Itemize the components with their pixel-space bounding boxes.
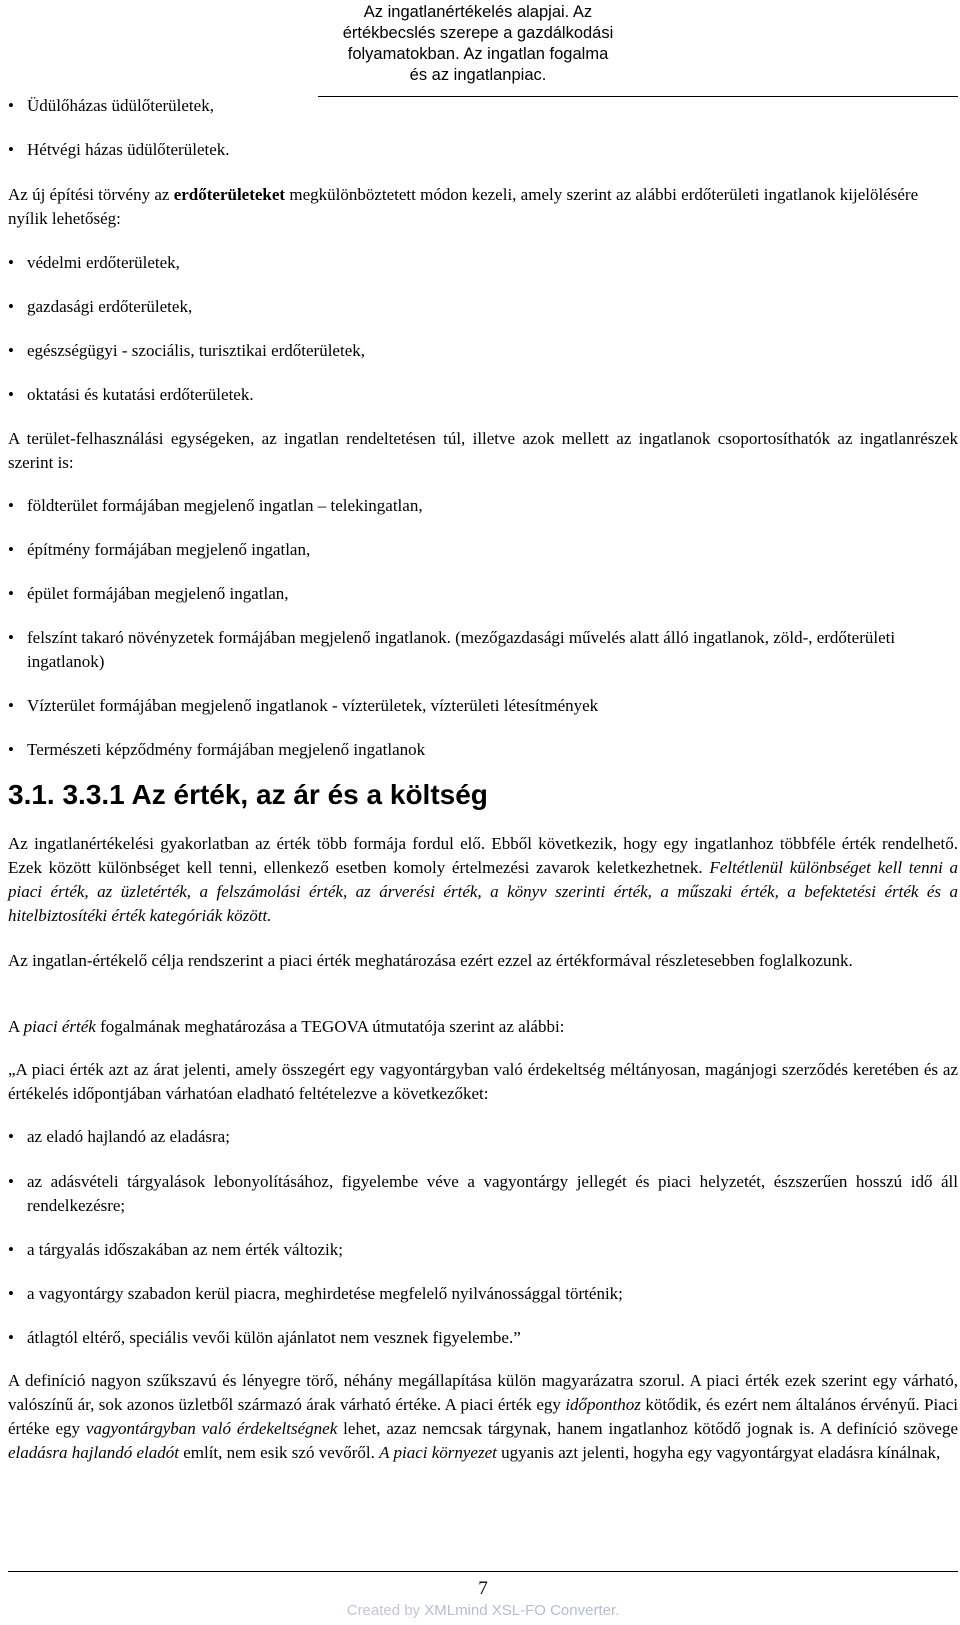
header-line: és az ingatlanpiac.: [409, 66, 547, 84]
list-item: • Hétvégi házas üdülőterületek.: [8, 138, 958, 162]
list-item: • a tárgyalás időszakában az nem érték változik;: [8, 1238, 958, 1262]
list-item: • átlagtól eltérő, speciális vevői külön ajánlatot nem vesznek figyelembe.”: [8, 1326, 958, 1350]
running-header: [308, 2, 648, 86]
definition-quote: „A piaci érték azt az árat jelenti, amely összegért egy vagyontárgyban való érdekeltség méltányosan, magánjogi szerződés keretében és az értékelés időpontjában várhatóan eladható feltételezve a következőket:: [8, 1060, 958, 1103]
bullet-icon: •: [8, 496, 14, 515]
bullet-icon: •: [8, 341, 14, 360]
list-item: • építmény formájában megjelenő ingatlan,: [8, 538, 958, 562]
paragraph-units: A terület-felhasználási egységeken, az ingatlan rendeltetésen túl, illetve azok mellett az ingatlanok csoportosíthatók az ingatlanrészek szerint is:: [8, 429, 958, 472]
list-item: • az adásvételi tárgyalások lebonyolításához, figyelembe véve a vagyontárgy jellegét és piaci helyzetét, észszerűen hosszú idő áll rendelkezésre;: [8, 1172, 958, 1215]
footer-rule: [8, 1571, 958, 1572]
bullet-icon: •: [8, 584, 14, 603]
header-line: Az ingatlanértékelés alapjai. Az: [363, 3, 593, 21]
list-item: • az eladó hajlandó az eladásra;: [8, 1125, 958, 1149]
paragraph-goal: Az ingatlan-értékelő célja rendszerint a piaci érték meghatározása ezért ezzel az értékformával részletesebben foglalkozunk.: [8, 951, 853, 970]
bullet-icon: •: [8, 385, 14, 404]
converter-credit: Created by XMLmind XSL-FO Converter.: [346, 1602, 620, 1619]
bullet-icon: •: [8, 96, 14, 115]
list-item: • Vízterület formájában megjelenő ingatlanok - vízterületek, vízterületi létesítmények: [8, 694, 958, 718]
list-item: • épület formájában megjelenő ingatlan,: [8, 582, 958, 606]
paragraph-value: Az ingatlanértékelési gyakorlatban az érték több formája fordul elő. Ebből következik, hogy egy ingatlanhoz többféle érték rendelhető. Ezek között különbséget kell tenni, ellenkező esetben komoly értelmezési zavarok keletkezhetnek. Feltétlenül különbséget kell tenni a piaci érték, az üzletérték, a felszámolási érték, az árverési érték, a könyv szerinti érték, a műszaki érték, a befektetési érték és a hitelbiztosítéki érték kategóriák között.: [8, 834, 958, 925]
bullet-icon: •: [8, 696, 14, 715]
emphasis-italic: A piaci környezet: [379, 1443, 497, 1462]
list-item: • Üdülőházas üdülőterületek,: [8, 94, 958, 118]
paragraph-tegova: A piaci érték fogalmának meghatározása a TEGOVA útmutatója szerint az alábbi:: [8, 1017, 565, 1036]
paragraph-forest: Az új építési törvény az erdőterületeket megkülönböztetett módon kezeli, amely szerint az alábbi erdőterületi ingatlanok kijelölésére nyílik lehetőség:: [8, 185, 919, 228]
list-item: • a vagyontárgy szabadon kerül piacra, meghirdetése megfelelő nyilvánossággal történik;: [8, 1282, 958, 1306]
bullet-icon: •: [8, 1172, 14, 1191]
emphasis-italic: Feltétlenül különbséget kell tenni a piaci érték, az üzletérték, a felszámolási érték, az árverési érték, a könyv szerinti érték, a műszaki érték, a befektetési érték és a hitelbiztosítéki érték kategóriák között.: [8, 858, 958, 925]
emphasis-bold: erdőterületeket: [173, 185, 286, 204]
list-item: • Természeti képződmény formájában megjelenő ingatlanok: [8, 738, 958, 762]
paragraph-definition: A definíció nagyon szűkszavú és lényegre törő, néhány megállapítása külön magyarázatra szorul. A piaci érték ezek szerint egy várható, valószínű ár, sok azonos üzletből származó árak várható értéke. A piaci érték egy időponthoz kötődik, és ezért nem általános érvényű. Piaci értéke egy vagyontárgyban való érdekeltségnek lehet, azaz nemcsak tárgynak, hanem ingatlanhoz kötődő jognak is. A definíció szövege eladásra hajlandó eladót említ, nem esik szó vevőről. A piaci környezet ugyanis azt jelenti, hogyha egy vagyontárgyat eladásra kínálnak,: [8, 1371, 959, 1462]
bullet-icon: •: [8, 540, 14, 559]
bullet-icon: •: [8, 628, 14, 647]
list-item: • oktatási és kutatási erdőterületek.: [8, 383, 958, 407]
document-page: [8, 0, 958, 1625]
emphasis-italic: eladásra hajlandó eladót: [8, 1443, 179, 1462]
emphasis-italic: időponthoz: [565, 1395, 641, 1414]
section-heading: 3.1. 3.3.1 Az érték, az ár és a költség: [8, 779, 488, 810]
converter-brand-link[interactable]: XMLmind XSL-FO Converter: [424, 1602, 616, 1619]
header-line: folyamatokban. Az ingatlan fogalma: [347, 45, 609, 63]
list-item: • felszínt takaró növényzetek formájában megjelenő ingatlanok. (mezőgazdasági művelés alatt álló ingatlanok, zöld-, erdőterületi ingatlanok): [8, 628, 896, 671]
bullet-icon: •: [8, 297, 14, 316]
emphasis-italic: vagyontárgyban való érdekeltségnek: [85, 1419, 338, 1438]
bullet-icon: •: [8, 740, 14, 759]
bullet-icon: •: [8, 1127, 14, 1146]
list-item: • gazdasági erdőterületek,: [8, 295, 958, 319]
list-item: • földterület formájában megjelenő ingatlan – telekingatlan,: [8, 494, 958, 518]
header-line: értékbecslés szerepe a gazdálkodási: [342, 24, 614, 42]
emphasis-italic: piaci érték: [23, 1017, 96, 1036]
bullet-icon: •: [8, 1284, 14, 1303]
bullet-icon: •: [8, 1328, 14, 1347]
page-number: 7: [478, 1578, 488, 1599]
bullet-icon: •: [8, 1240, 14, 1259]
bullet-icon: •: [8, 140, 14, 159]
list-item: • védelmi erdőterületek,: [8, 251, 958, 275]
list-item: • egészségügyi - szociális, turisztikai erdőterületek,: [8, 339, 958, 363]
bullet-icon: •: [8, 253, 14, 272]
